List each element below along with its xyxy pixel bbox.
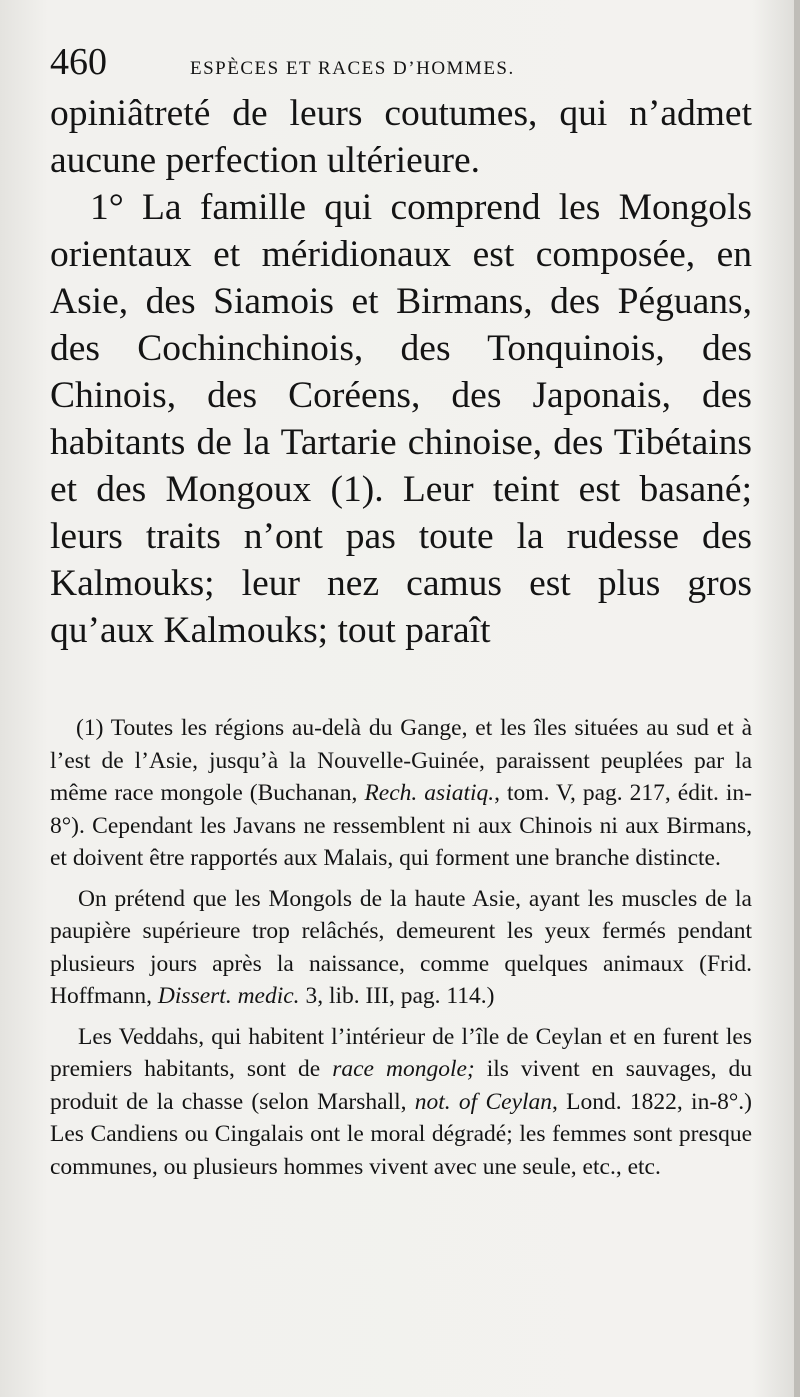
footnote-1-text-b: , tom. V, pag. 217, édit. in-8°). Cependant les Javans ne ressemblent ni aux Chinois ni aux Birmans, et doivent être rapportés aux Malais, qui forment une branche distincte. <box>50 780 752 871</box>
footnote-2-text-a: On prétend que les Mongols de la haute Asie, ayant les muscles de la paupière supérieure trop relâchés, demeurent les yeux fermés pendant plusieurs jours après la naissance, comme quelques animaux (Frid. Hoffmann, <box>50 885 752 1009</box>
page-edge-shadow <box>794 0 800 1397</box>
main-paragraph-mongols: 1° La famille qui comprend les Mongols orientaux et méridionaux est composée, en Asie, des Siamois et Birmans, des Péguans, des Cochinchinois, des Tonquinois, des Chinois, des Coréens, des Japonais, des habitants de la Tartarie chinoise, des Tibétains et des Mongoux (1). Leur teint est basané; leurs traits n’ont pas toute la rudesse des Kalmouks; leur nez camus est plus gros qu’aux Kalmouks; tout paraît <box>50 187 752 651</box>
footnote-1-text-a: (1) Toutes les régions au-delà du Gange, et les îles situées au sud et à l’est de l’Asie, jusqu’à la Nouvelle-Guinée, paraissent peuplées par la même race mongole (Buchanan, <box>50 715 752 806</box>
footnote-3-text-b: ils vivent en sauvages, du produit de la chasse (selon Marshall, <box>50 1056 752 1115</box>
main-paragraph-continued: opiniâtreté de leurs coutumes, qui n’admet aucune perfection ultérieure. <box>50 93 752 181</box>
running-title: ESPÈCES ET RACES D’HOMMES. <box>190 58 515 79</box>
footnote-2 <box>50 883 752 1013</box>
footnote-2-reference: Dissert. medic. <box>157 983 300 1009</box>
footnote-3-text-a: Les Veddahs, qui habitent l’intérieur de l’île de Ceylan et en furent les premiers habitants, sont de <box>50 1023 752 1082</box>
footnote-3-reference: not. of Ceylan <box>414 1088 553 1115</box>
page-header <box>50 40 752 90</box>
main-text <box>50 90 752 654</box>
page-number: 460 <box>50 41 107 83</box>
footnotes <box>50 712 752 1183</box>
footnote-3-race: race mongole; <box>332 1056 475 1082</box>
footnote-1-reference: Rech. asiatiq. <box>364 780 495 806</box>
footnote-3-text-c: , Lond. 1822, in-8°.) Les Candiens ou Cingalais ont le moral dégradé; les femmes sont presque communes, ou plusieurs hommes vivent avec une seule, etc., etc. <box>50 1088 753 1180</box>
footnote-3 <box>50 1021 752 1184</box>
footnote-1 <box>50 712 752 875</box>
footnote-2-text-b: 3, lib. III, pag. 114.) <box>299 983 495 1009</box>
